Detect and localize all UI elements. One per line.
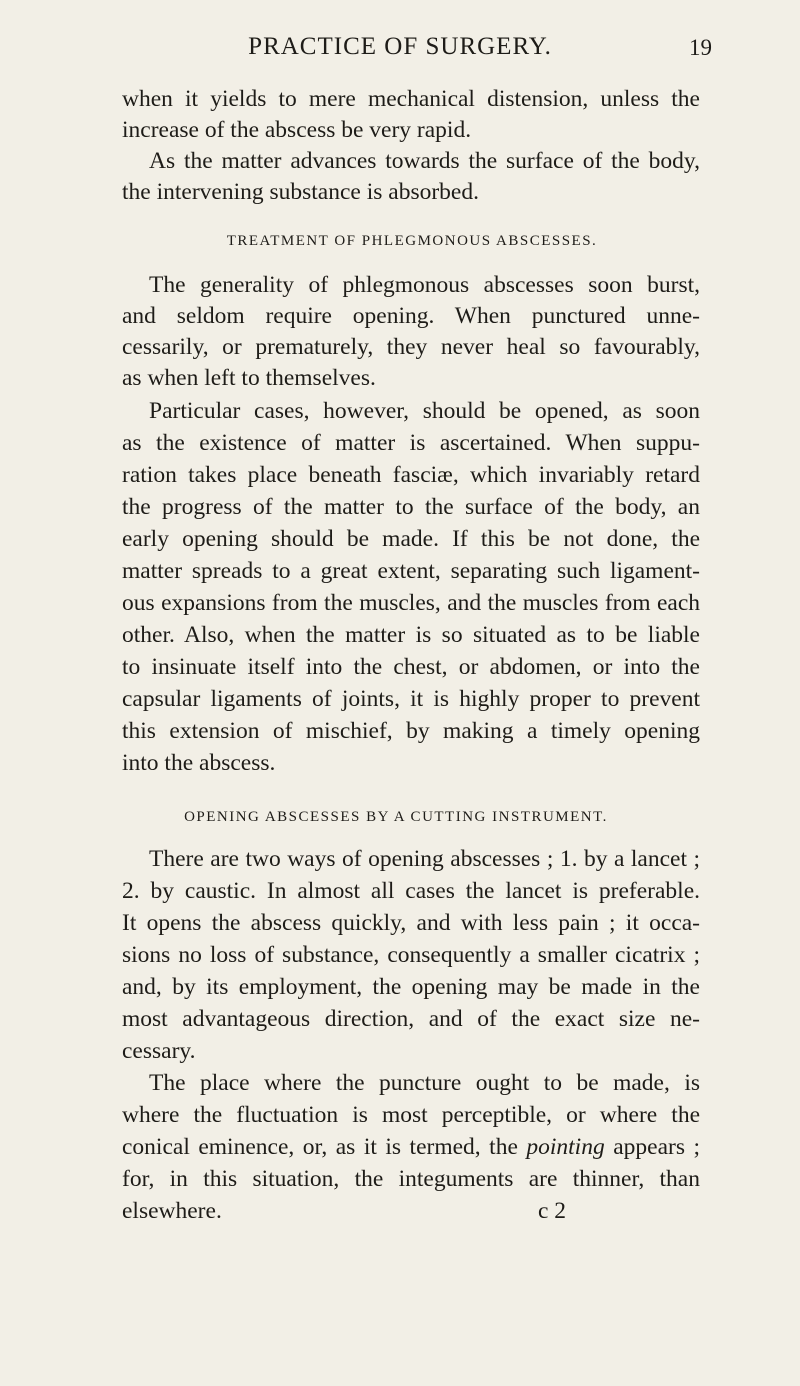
text-line — [122, 1196, 700, 1227]
text-line: capsular ligaments of joints, it is highly proper to prevent — [122, 686, 700, 712]
text-line: most advantageous direction, and of the exact size ne- — [122, 1006, 700, 1032]
text-line: increase of the abscess be very rapid. — [122, 117, 472, 143]
italic-term: pointing — [526, 1134, 605, 1160]
text-line: the progress of the matter to the surface of the body, an — [122, 494, 700, 520]
text-line: other. Also, when the matter is so situated as to be liable — [122, 622, 700, 648]
text-line: as when left to themselves. — [122, 365, 376, 391]
running-head — [0, 28, 800, 68]
text-line: and, by its employment, the opening may be made in the — [122, 974, 700, 1000]
text-line: as the existence of matter is ascertained. When suppu- — [122, 430, 700, 456]
text-line: where the fluctuation is most perceptible, or where the — [122, 1102, 700, 1128]
line-text: appears ; — [604, 1134, 701, 1160]
text-line: As the matter advances towards the surface of the body, — [149, 148, 700, 174]
page-number: 19 — [689, 35, 712, 60]
text-line: for, in this situation, the integuments are thinner, than — [122, 1166, 700, 1192]
text-line: sions no loss of substance, consequently a smaller cicatrix ; — [122, 942, 700, 968]
text-line: into the abscess. — [122, 750, 276, 776]
text-line: There are two ways of opening abscesses ; 1. by a lancet ; — [149, 846, 700, 872]
text-line: The generality of phlegmonous abscesses soon burst, — [149, 272, 700, 298]
running-title: PRACTICE OF SURGERY. — [248, 33, 552, 60]
signature-mark: c 2 — [538, 1198, 567, 1224]
text-line: to insinuate itself into the chest, or abdomen, or into the — [122, 654, 700, 680]
text-line: early opening should be made. If this be not done, the — [122, 526, 700, 552]
text-line: cessary. — [122, 1038, 196, 1064]
text-line: ration takes place beneath fasciæ, which invariably retard — [122, 462, 700, 488]
text-line — [122, 1132, 700, 1163]
section-heading: OPENING ABSCESSES BY A CUTTING INSTRUMENT. — [184, 809, 608, 825]
line-text: conical eminence, or, as it is termed, the — [122, 1134, 518, 1160]
text-line: the intervening substance is absorbed. — [122, 179, 479, 205]
text-line: The place where the puncture ought to be made, is — [149, 1070, 700, 1096]
text-line: It opens the abscess quickly, and with less pain ; it occa- — [122, 910, 700, 936]
text-line: 2. by caustic. In almost all cases the lancet is preferable. — [122, 878, 700, 904]
text-line: cessarily, or prematurely, they never heal so favourably, — [122, 334, 700, 360]
text-line: and seldom require opening. When punctured unne- — [122, 303, 700, 329]
line-text: elsewhere. — [122, 1198, 222, 1224]
text-line: matter spreads to a great extent, separating such ligament- — [122, 558, 700, 584]
text-line: Particular cases, however, should be opened, as soon — [149, 398, 700, 424]
section-heading: TREATMENT OF PHLEGMONOUS ABSCESSES. — [226, 233, 598, 249]
text-line: this extension of mischief, by making a timely opening — [122, 718, 700, 744]
text-line: ous expansions from the muscles, and the muscles from each — [122, 590, 700, 616]
text-line: when it yields to mere mechanical distension, unless the — [122, 86, 700, 112]
